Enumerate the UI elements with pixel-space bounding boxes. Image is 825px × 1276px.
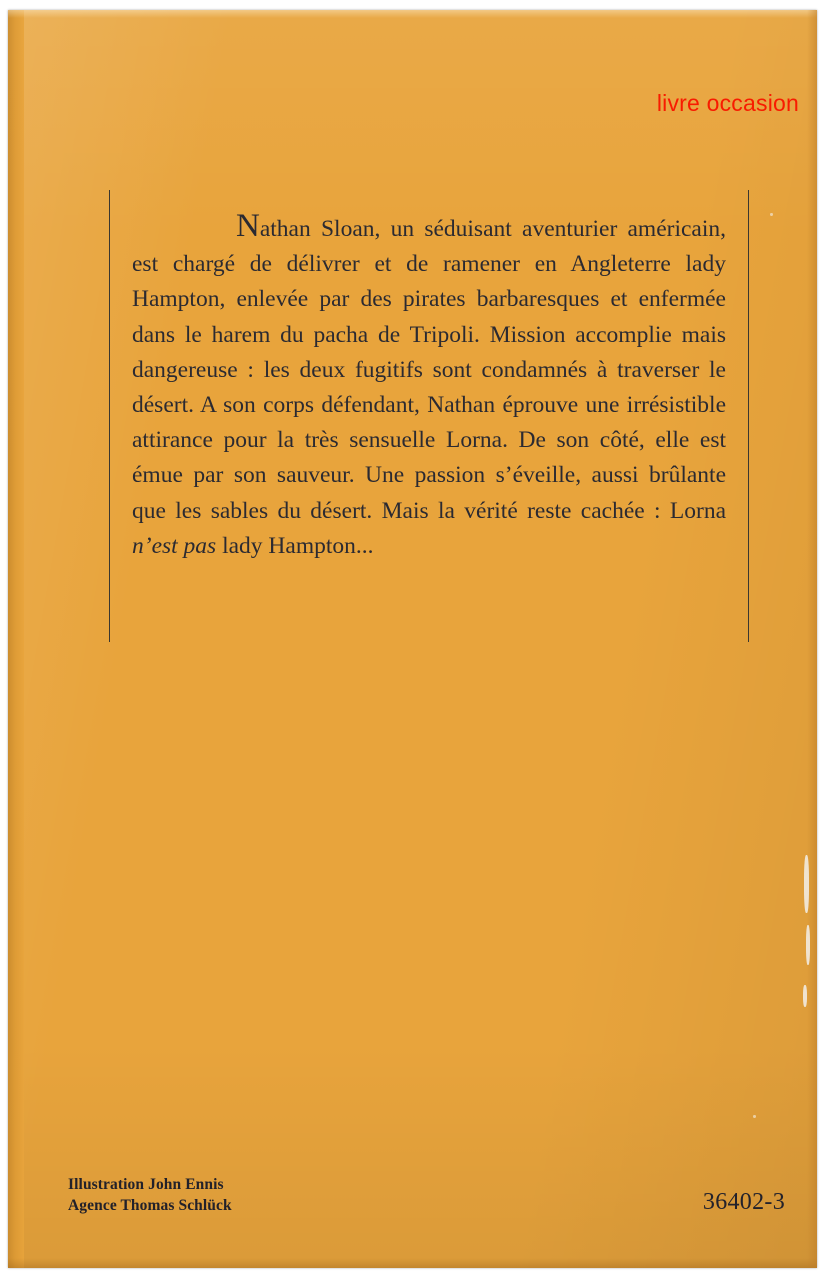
cover-scuff-mark [770, 213, 773, 216]
blurb-italic-phrase: n’est pas [132, 532, 217, 559]
cover-scuff-mark [803, 985, 807, 1007]
book-right-edge [807, 10, 817, 1268]
blurb-body-end: lady Hampton... [216, 532, 374, 559]
blurb-body: Sloan, un séduisant aventurier américain, est chargé de délivrer et de ramener en Angleterre lady Hampton, enlevée par des pirates barbaresques et enfermée dans le harem du pacha de Tripoli. Mission accomplie mais dangereuse : les deux fugitifs sont condamnés à traverser le désert. A son corps défendant, Nathan éprouve une irrésistible attirance pour la très sensuelle Lorna. De son côté, elle est émue par son sauveur. Une passion s’éveille, aussi brûlante que les sables du désert. Mais la vérité reste cachée : Lorna [132, 216, 727, 524]
book-top-edge [8, 10, 817, 18]
catalog-code: 36402-3 [702, 1189, 785, 1215]
blurb-paragraph [132, 190, 726, 564]
credit-illustration: Illustration John Ennis [68, 1176, 224, 1193]
cover-scuff-mark [806, 925, 810, 965]
blurb-dropcap: N [236, 208, 260, 244]
blurb-first-word-rest: athan [259, 216, 311, 242]
watermark-text: livre occasion [656, 90, 799, 116]
cover-scuff-mark [804, 855, 809, 913]
blurb-block [109, 190, 749, 642]
credit-agency: Agence Thomas Schlück [68, 1197, 232, 1214]
book-spine-edge [8, 10, 24, 1268]
book-bottom-edge [8, 1258, 817, 1268]
book-back-cover [8, 10, 817, 1268]
credits-block [68, 1174, 232, 1216]
cover-scuff-mark [753, 1115, 756, 1118]
